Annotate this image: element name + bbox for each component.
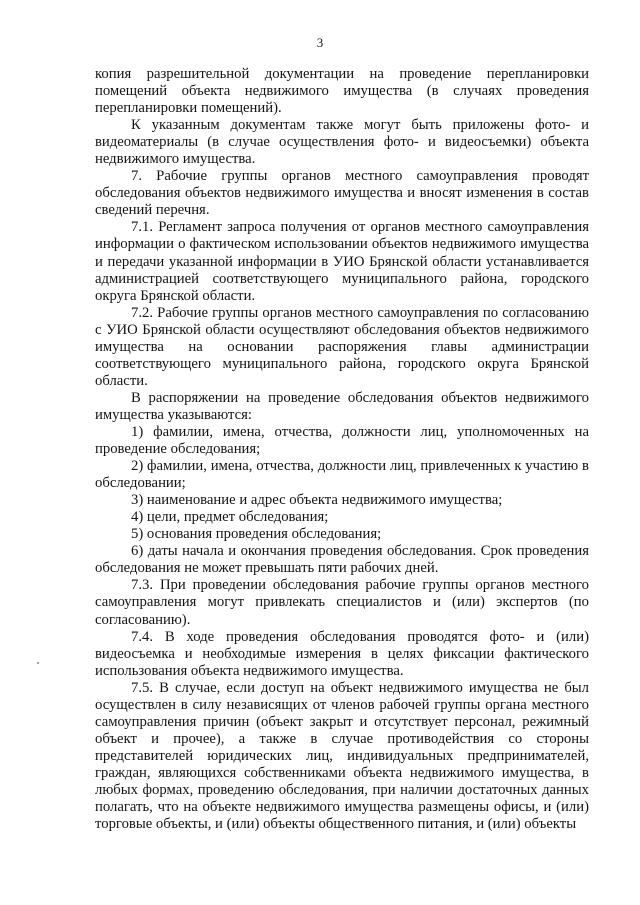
- list-item-2: 2) фамилии, имена, отчества, должности лиц, привлеченных к участию в обследовании;: [95, 458, 589, 492]
- paragraph-section-7-4: 7.4. В ходе проведения обследования проводятся фото- и (или) видеосъемка и необходимые измерения в целях фиксации фактического использования объекта недвижимого имущества.: [95, 628, 589, 679]
- paragraph-section-7-2: 7.2. Рабочие группы органов местного самоуправления по согласованию с УИО Брянской области осуществляют обследования объектов недвижимого имущества на основании распоряжения главы администрации соответствующего муниципального района, городского округа Брянской области.: [95, 304, 589, 389]
- list-item-5: 5) основания проведения обследования;: [131, 526, 382, 543]
- paragraph-section-7-1: 7.1. Регламент запроса получения от органов местного самоуправления информации о фактическом использовании объектов недвижимого имущества и передачи указанной информации в УИО Брянской области устанавливается администрацией соответствующего муниципального района, городского округа Брянской области.: [95, 219, 589, 304]
- scan-speck: [37, 662, 39, 664]
- paragraph-section-7: 7. Рабочие группы органов местного самоуправления проводят обследования объектов недвижимого имущества и вносят изменения в состав сведений перечня.: [95, 168, 589, 219]
- paragraph-section-7-3: 7.3. При проведении обследования рабочие группы органов местного самоуправления могут привлекать специалистов и (или) экспертов (по согласованию).: [95, 577, 589, 628]
- page-number: 3: [316, 35, 324, 50]
- list-item-3: 3) наименование и адрес объекта недвижимого имущества;: [131, 492, 503, 509]
- paragraph-order-contents-intro: В распоряжении на проведение обследования объектов недвижимого имущества указываются:: [95, 389, 589, 423]
- document-body: [95, 66, 589, 833]
- paragraph-section-7-5: 7.5. В случае, если доступ на объект недвижимого имущества не был осуществлен в силу независящих от членов рабочей группы органа местного самоуправления причин (объект закрыт и отсутствует персонал, режимный объект и прочее), а также в случае противодействия со стороны представителей юридических лиц, индивидуальных предпринимателей, граждан, являющихся собственниками объекта недвижимого имущества, в любых формах, проведению обследования, при наличии достаточных данных полагать, что на объекте недвижимого имущества размещены офисы, и (или) торговые объекты, и (или) объекты общественного питания, и (или) объекты: [95, 679, 589, 833]
- list-item-6: 6) даты начала и окончания проведения обследования. Срок проведения обследования не может превышать пяти рабочих дней.: [95, 543, 589, 577]
- paragraph-photo-video-materials: К указанным документам также могут быть приложены фото- и видеоматериалы (в случае осуществления фото- и видеосъемки) объекта недвижимого имущества.: [95, 117, 589, 168]
- list-item-4: 4) цели, предмет обследования;: [131, 509, 329, 526]
- paragraph-permit-documents: копия разрешительной документации на проведение перепланировки помещений объекта недвижимого имущества (в случаях проведения перепланировки помещений).: [95, 66, 589, 117]
- list-item-1: 1) фамилии, имена, отчества, должности лиц, уполномоченных на проведение обследования;: [95, 423, 589, 458]
